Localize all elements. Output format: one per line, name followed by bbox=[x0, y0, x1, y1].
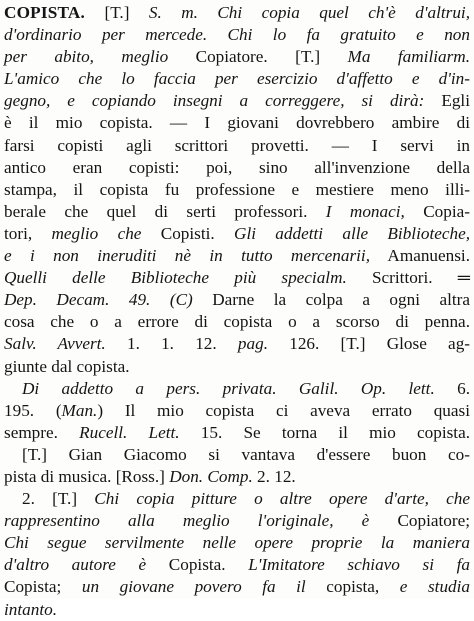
text-span: Amanuensi. bbox=[370, 246, 470, 266]
text-span: Egli bbox=[441, 91, 470, 111]
text-line bbox=[4, 356, 470, 378]
text-span: copista, bbox=[326, 577, 400, 597]
text-line bbox=[4, 157, 470, 179]
italic-text: Quelli delle Biblioteche più specialm. bbox=[4, 268, 347, 288]
text-span: Copisti. bbox=[160, 223, 235, 243]
text-line bbox=[4, 466, 470, 488]
text-line bbox=[4, 201, 470, 223]
italic-text: intanto. bbox=[4, 599, 57, 619]
text-line bbox=[4, 245, 470, 267]
text-span: 2. [T.] bbox=[22, 489, 95, 509]
text-line bbox=[4, 2, 470, 24]
text-line bbox=[4, 46, 470, 68]
text-line bbox=[4, 223, 470, 245]
italic-text: Di addetto a pers. privata. Galil. Op. lett. bbox=[22, 378, 435, 398]
text-span: sempre. bbox=[4, 422, 80, 442]
text-span: 195. ( bbox=[4, 400, 62, 420]
italic-text: gegno, e copiando insegni a correggere, si dirà: bbox=[4, 91, 442, 111]
text-span: farsi copisti agli scrittori provetti. — I servi in bbox=[4, 135, 470, 155]
text-line bbox=[4, 378, 470, 400]
italic-text: Dep. Decam. 49. (C) bbox=[4, 290, 193, 310]
text-line bbox=[4, 422, 470, 444]
text-span: stampa, il copista fu professione e mestiere meno illi- bbox=[4, 179, 470, 199]
text-line bbox=[4, 488, 470, 510]
text-span: 6. bbox=[434, 378, 470, 398]
italic-text: Don. Comp. bbox=[169, 466, 253, 486]
dictionary-entry-copista bbox=[4, 2, 470, 621]
text-line bbox=[4, 599, 470, 621]
text-span: [T.] bbox=[85, 3, 149, 22]
text-line bbox=[4, 267, 470, 289]
text-line bbox=[4, 24, 470, 46]
text-span: pista di musica. [Ross.] bbox=[4, 466, 170, 486]
text-line bbox=[4, 90, 470, 112]
text-line bbox=[4, 112, 470, 134]
text-span: Copiatore; bbox=[369, 511, 470, 531]
text-line bbox=[4, 289, 470, 311]
italic-text: L'Imitatore schiavo si fa bbox=[248, 555, 470, 575]
entry-headword: COPISTA. bbox=[4, 3, 86, 22]
italic-text: e studia bbox=[399, 577, 471, 597]
italic-text: L'amico che lo faccia per esercizio d'affetto e d'in- bbox=[4, 69, 470, 89]
italic-text: Rucell. Lett. bbox=[79, 422, 180, 442]
text-span: Copista; bbox=[4, 577, 82, 597]
text-span: 1. 1. 12. bbox=[126, 334, 238, 354]
italic-text: per abito, meglio bbox=[4, 47, 196, 67]
text-span: giunte dal copista. bbox=[4, 356, 130, 376]
italic-text: rappresentino alla meglio l'originale, è bbox=[4, 511, 370, 531]
text-span: berale che quel di serti professori. bbox=[4, 201, 326, 221]
text-span: [T.] Gian Giacomo si vantava d'essere buon co- bbox=[22, 444, 470, 464]
text-line bbox=[4, 311, 470, 333]
text-span: Copista. bbox=[168, 555, 249, 575]
text-line bbox=[4, 68, 470, 90]
text-span: ) Il mio copista ci aveva errato quasi bbox=[97, 400, 470, 420]
italic-text: d'ordinario per mercede. Chi lo fa gratuito e non bbox=[4, 25, 470, 45]
text-span: Scrittori. ═ bbox=[346, 268, 470, 288]
italic-text: d'altro autore è bbox=[4, 555, 169, 575]
text-line bbox=[4, 135, 470, 157]
italic-text: Chi segue servilmente nelle opere proprie la maniera bbox=[4, 533, 470, 553]
italic-text: S. m. Chi copia quel ch'è d'altrui, bbox=[148, 3, 470, 22]
italic-text: pag. bbox=[237, 334, 268, 354]
text-span: 126. [T.] Glose ag- bbox=[268, 334, 471, 354]
italic-text: e i non ineruditi nè in tutto mercenarii, bbox=[4, 246, 371, 266]
text-span: 2. 12. bbox=[252, 466, 296, 486]
text-span: 15. Se torna il mio copista. bbox=[179, 422, 470, 442]
text-span: tori, bbox=[4, 223, 52, 243]
text-span: antico eran copisti: poi, sino all'invenzione della bbox=[4, 157, 470, 177]
italic-text: Man. bbox=[61, 400, 98, 420]
text-line bbox=[4, 510, 470, 532]
text-span: è il mio copista. — I giovani dovrebbero ambire di bbox=[4, 113, 470, 133]
text-span: cosa che o a errore di copista o a scorso di penna. bbox=[4, 312, 470, 332]
italic-text: meglio che bbox=[51, 223, 161, 243]
italic-text: I monaci, bbox=[325, 201, 405, 221]
italic-text: Gli addetti alle Biblioteche, bbox=[234, 223, 470, 243]
text-line bbox=[4, 576, 470, 598]
text-line bbox=[4, 179, 470, 201]
italic-text: Ma familiarm. bbox=[347, 47, 470, 67]
text-line bbox=[4, 444, 470, 466]
text-span: Darne la colpa a ogni altra bbox=[192, 290, 470, 310]
italic-text: un giovane povero fa il bbox=[81, 577, 327, 597]
italic-text: Salv. Avvert. bbox=[4, 334, 127, 354]
text-span: Copiatore. [T.] bbox=[195, 47, 348, 67]
text-span: Copia- bbox=[404, 201, 470, 221]
text-line bbox=[4, 400, 470, 422]
text-line bbox=[4, 554, 470, 576]
text-line bbox=[4, 532, 470, 554]
italic-text: Chi copia pitture o altre opere d'arte, che bbox=[94, 489, 470, 509]
text-line bbox=[4, 333, 470, 355]
